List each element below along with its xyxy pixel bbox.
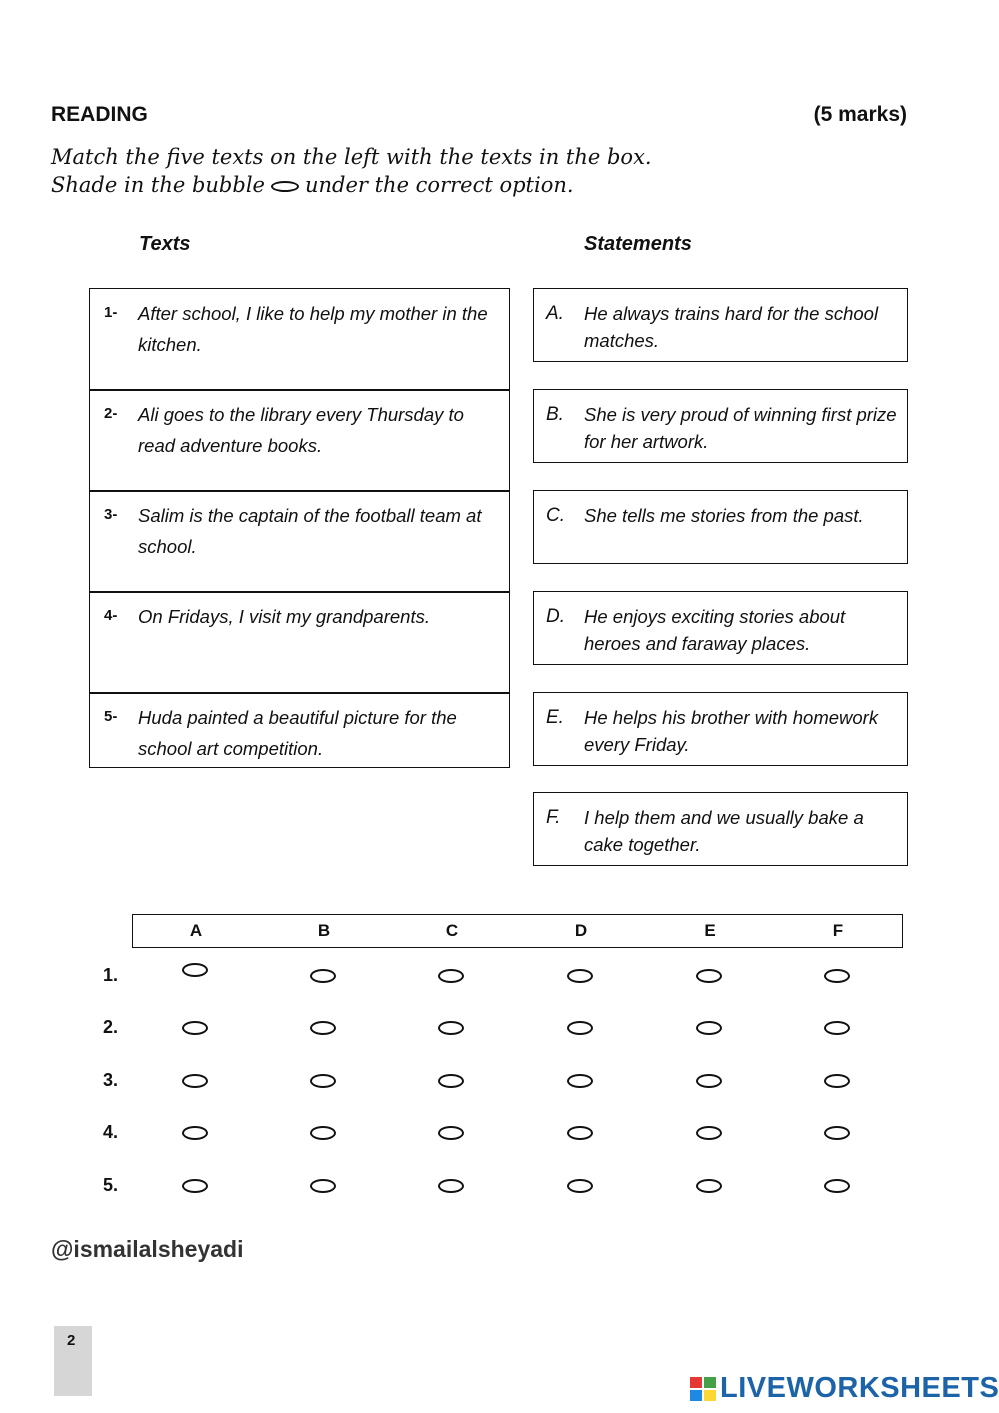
answer-bubble-3-b[interactable] (310, 1074, 336, 1088)
section-title: READING (51, 103, 148, 126)
text-content: After school, I like to help my mother in the kitchen. (138, 303, 488, 355)
text-box-1 (89, 288, 510, 391)
statements-column-heading: Statements (584, 233, 692, 255)
page-number-tab (54, 1326, 92, 1396)
liveworksheets-logo (690, 1372, 999, 1405)
answer-column-a: A (189, 921, 203, 940)
liveworksheets-logo-icon (690, 1377, 716, 1401)
bubble-icon (271, 181, 299, 192)
answer-bubble-1-f[interactable] (824, 969, 850, 983)
page-number: 2 (67, 1332, 76, 1349)
brand-name: LIVEWORKSHEETS (720, 1372, 999, 1404)
answer-bubble-1-e[interactable] (696, 969, 722, 983)
answer-bubble-5-c[interactable] (438, 1179, 464, 1193)
text-number: 3- (104, 506, 118, 523)
answer-bubble-1-d[interactable] (567, 969, 593, 983)
statement-letter: D. (546, 606, 565, 627)
statement-text: I help them and we usually bake a cake together. (584, 807, 864, 855)
answer-bubble-3-c[interactable] (438, 1074, 464, 1088)
answer-bubble-4-b[interactable] (310, 1126, 336, 1140)
answer-bubble-5-f[interactable] (824, 1179, 850, 1193)
answer-bubble-2-f[interactable] (824, 1021, 850, 1035)
text-content: Ali goes to the library every Thursday to read adventure books. (138, 404, 464, 456)
answer-column-d: D (574, 921, 588, 940)
text-number: 4- (104, 607, 118, 624)
statement-box-f (533, 792, 908, 866)
statement-letter: B. (546, 404, 564, 425)
answer-column-c: C (445, 921, 459, 940)
instruction-line-2 (51, 173, 574, 197)
text-box-3 (89, 490, 510, 593)
answer-bubble-4-c[interactable] (438, 1126, 464, 1140)
statement-letter: A. (546, 303, 564, 324)
answer-bubble-4-a[interactable] (182, 1126, 208, 1140)
answer-bubble-2-e[interactable] (696, 1021, 722, 1035)
text-number: 2- (104, 405, 118, 422)
statement-letter: F. (546, 807, 561, 828)
answer-bubble-3-a[interactable] (182, 1074, 208, 1088)
answer-bubble-5-e[interactable] (696, 1179, 722, 1193)
answer-bubble-2-c[interactable] (438, 1021, 464, 1035)
answer-bubble-5-b[interactable] (310, 1179, 336, 1193)
answer-row-label-3: 3. (103, 1070, 119, 1090)
text-box-2 (89, 389, 510, 492)
answer-bubble-3-e[interactable] (696, 1074, 722, 1088)
answer-bubble-4-e[interactable] (696, 1126, 722, 1140)
statement-text: He enjoys exciting stories about heroes and faraway places. (584, 606, 846, 654)
answer-bubble-4-f[interactable] (824, 1126, 850, 1140)
answer-grid-header (132, 914, 903, 948)
instruction-text-b: under the correct option. (304, 173, 574, 197)
statement-letter: E. (546, 707, 564, 728)
statement-box-b (533, 389, 908, 463)
text-content: Huda painted a beautiful picture for the school art competition. (138, 707, 457, 759)
answer-bubble-1-a[interactable] (182, 963, 208, 977)
statement-text: He always trains hard for the school matches. (584, 303, 879, 351)
answer-bubble-1-b[interactable] (310, 969, 336, 983)
answer-bubble-5-a[interactable] (182, 1179, 208, 1193)
statement-text: She tells me stories from the past. (584, 505, 864, 526)
answer-bubble-3-f[interactable] (824, 1074, 850, 1088)
text-number: 5- (104, 708, 118, 725)
text-content: Salim is the captain of the football team at school. (138, 505, 482, 557)
answer-row-label-1: 1. (103, 965, 119, 985)
answer-bubble-1-c[interactable] (438, 969, 464, 983)
text-content: On Fridays, I visit my grandparents. (138, 606, 430, 627)
texts-column-heading: Texts (139, 233, 191, 255)
answer-bubble-3-d[interactable] (567, 1074, 593, 1088)
author-handle: @ismailalsheyadi (51, 1236, 244, 1262)
statement-box-a (533, 288, 908, 362)
statement-box-c (533, 490, 908, 564)
answer-bubble-2-b[interactable] (310, 1021, 336, 1035)
text-box-5 (89, 692, 510, 768)
statement-text: He helps his brother with homework every Friday. (584, 707, 879, 755)
statement-box-d (533, 591, 908, 665)
answer-row-label-4: 4. (103, 1122, 119, 1142)
text-box-4 (89, 591, 510, 694)
answer-row-label-5: 5. (103, 1175, 119, 1195)
answer-column-f: F (832, 921, 844, 940)
marks-label: (5 marks) (813, 103, 907, 126)
statement-text: She is very proud of winning first prize for her artwork. (584, 404, 897, 452)
instruction-line-1: Match the five texts on the left with the texts in the box. (51, 145, 652, 169)
answer-column-b: B (317, 921, 331, 940)
statement-letter: C. (546, 505, 565, 526)
answer-bubble-2-d[interactable] (567, 1021, 593, 1035)
answer-bubble-4-d[interactable] (567, 1126, 593, 1140)
statement-box-e (533, 692, 908, 766)
instruction-text-a: Shade in the bubble (51, 173, 265, 197)
answer-bubble-2-a[interactable] (182, 1021, 208, 1035)
answer-row-label-2: 2. (103, 1017, 119, 1037)
answer-column-e: E (704, 921, 716, 940)
text-number: 1- (104, 304, 118, 321)
answer-bubble-5-d[interactable] (567, 1179, 593, 1193)
